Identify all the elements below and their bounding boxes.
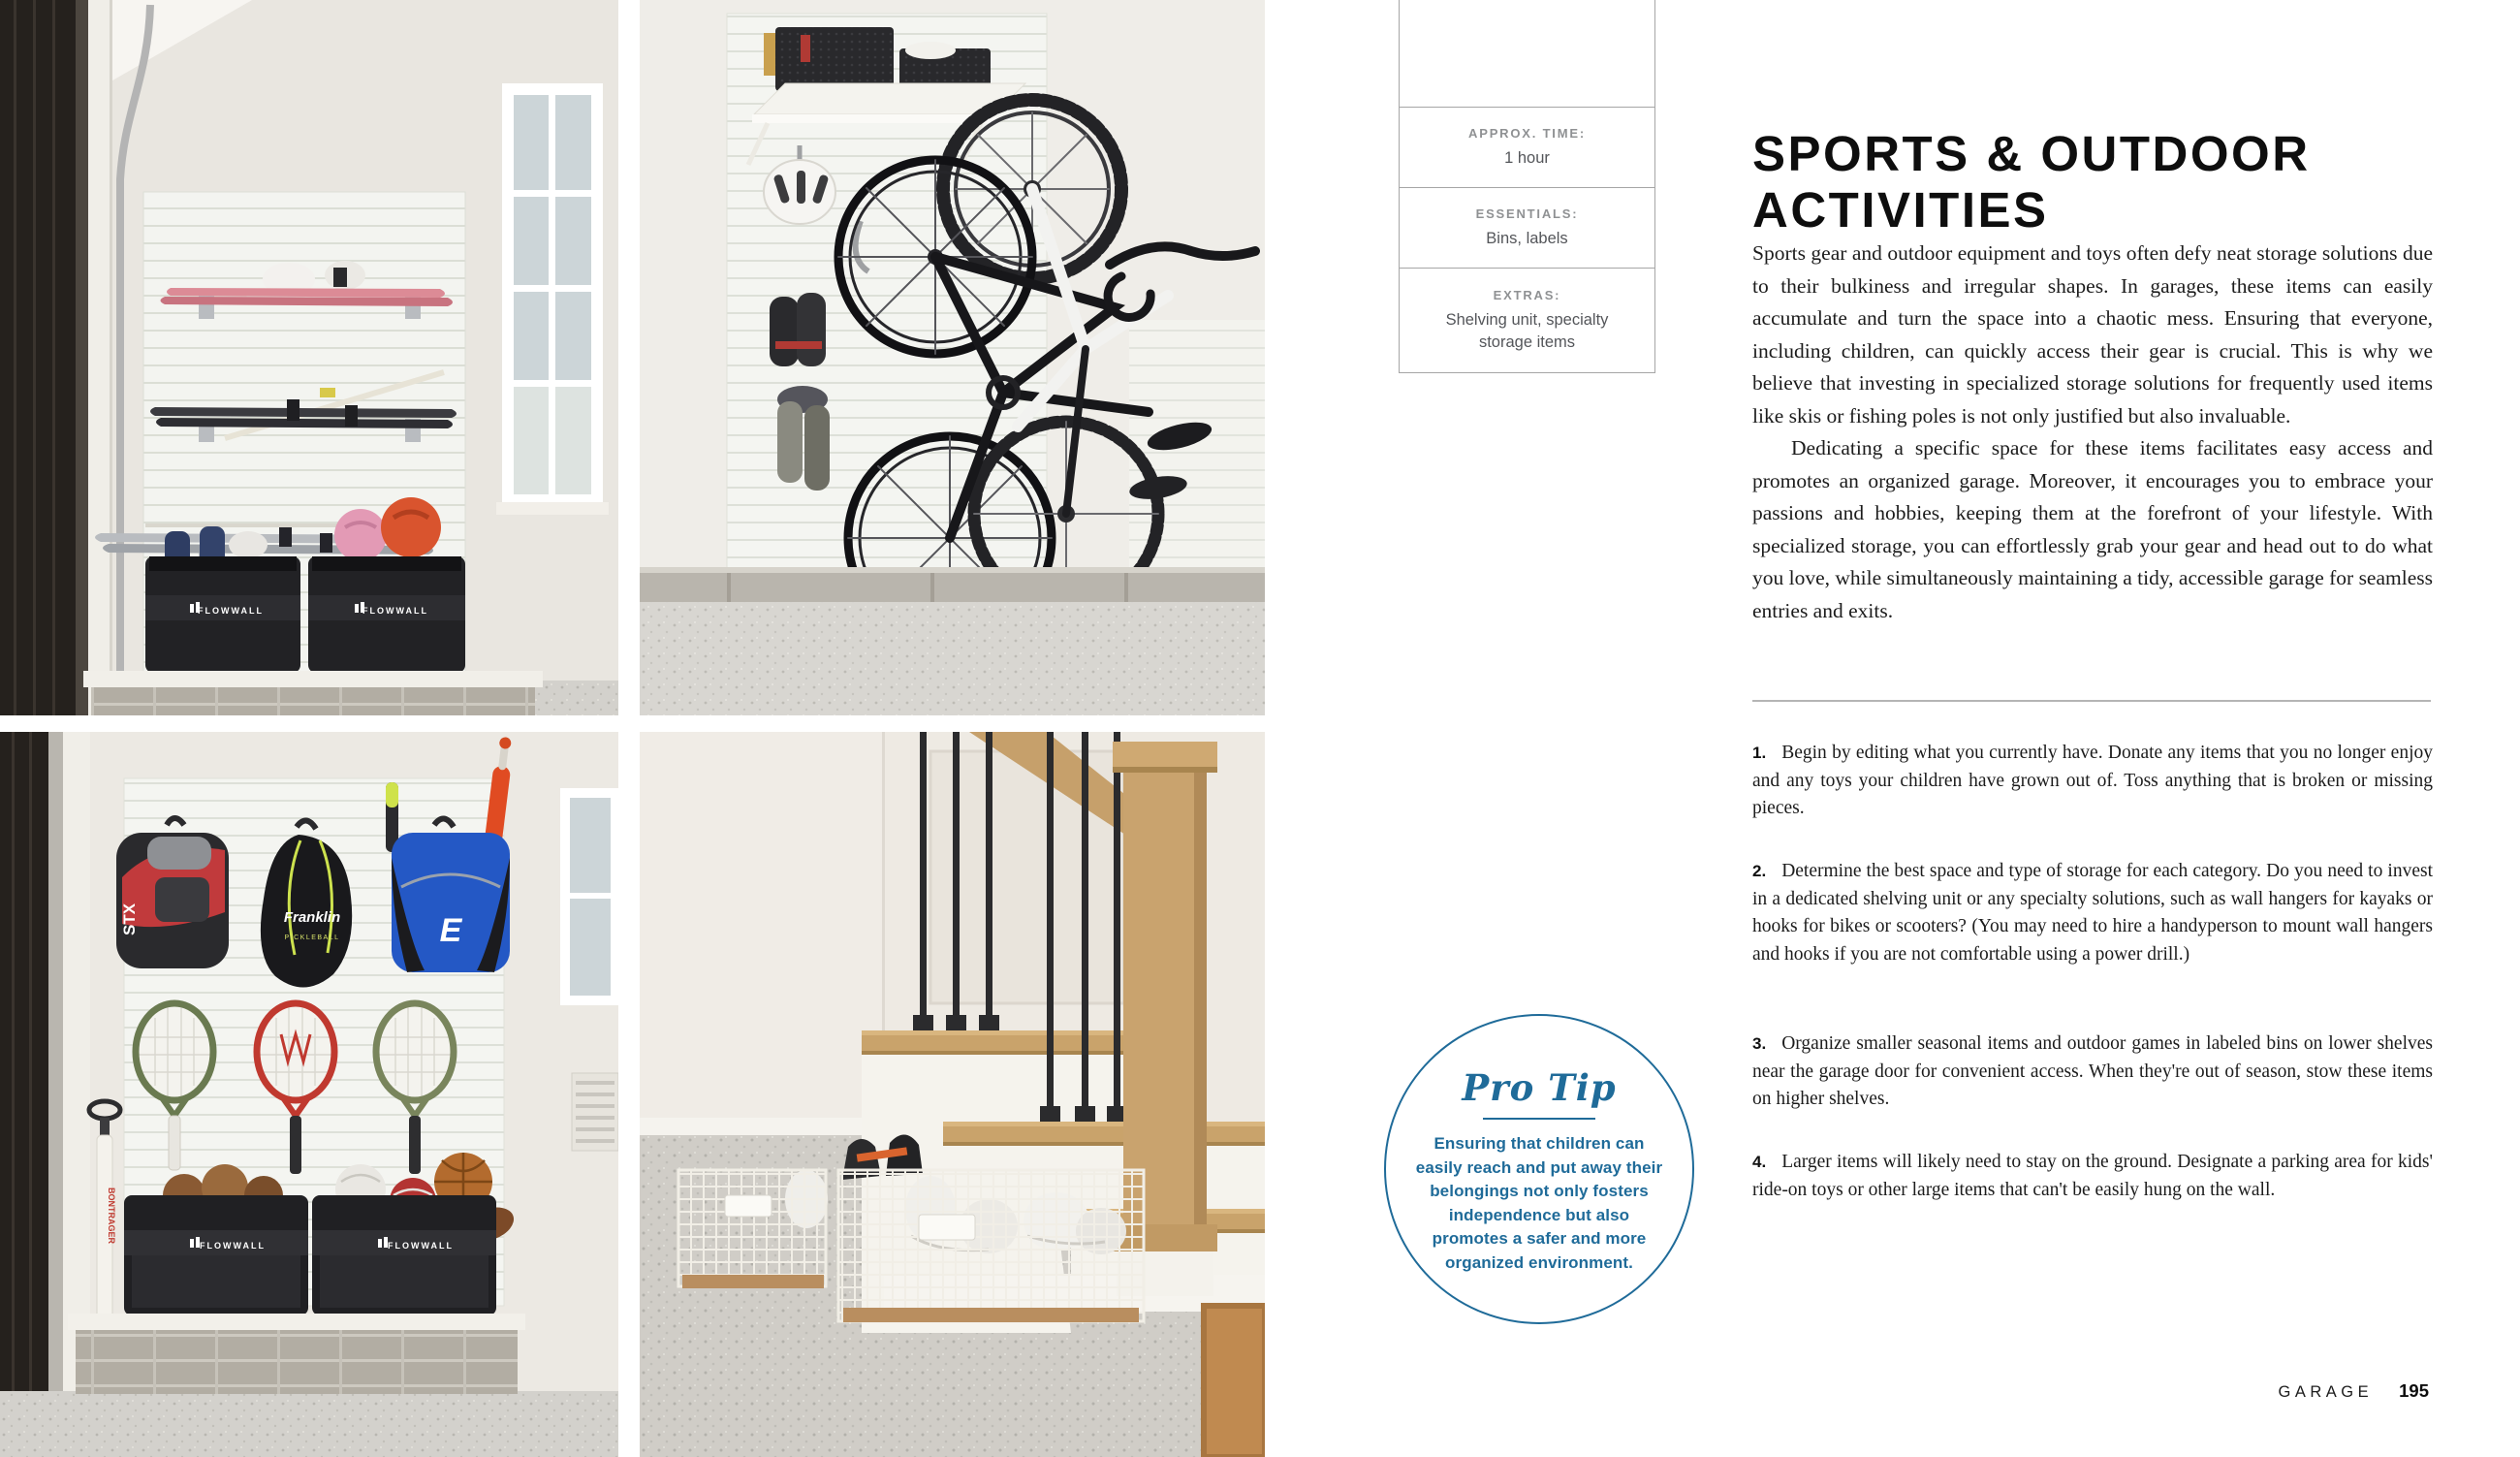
paragraph-2: Dedicating a specific space for these items facilitates easy access and promotes an organized garage. Moreover, it encourages you to embrace your passions and hobbies, keeping them at the forefront of your lifestyle. With specialized storage, you can effortlessly grab your gear and head out to do what you love, while simultaneously maintaining a tidy, accessible garage for seamless entries and exits. xyxy=(1752,436,2433,622)
concrete-step xyxy=(83,671,543,715)
footer-section: GARAGE xyxy=(2278,1383,2374,1401)
pro-tip-heading: Pro Tip xyxy=(1462,1066,1617,1109)
pro-tip-body: Ensuring that children can easily reach and put away their belongings not only fosters independence but also promotes a safer and more organized environment. xyxy=(1415,1134,1663,1272)
step-3-number: 3. xyxy=(1752,1034,1767,1053)
basket-label xyxy=(725,1195,772,1217)
svg-text:Franklin: Franklin xyxy=(283,909,341,926)
step-4-number: 4. xyxy=(1752,1153,1767,1171)
svg-text:PICKLEBALL: PICKLEBALL xyxy=(284,934,340,941)
info-approx-time xyxy=(1400,107,1654,187)
approx-time-label: APPROX. TIME: xyxy=(1468,125,1586,141)
basket-label xyxy=(919,1215,975,1240)
step-1 xyxy=(1752,740,2433,823)
paragraph-1: Sports gear and outdoor equipment and toys often defy neat storage solutions due to their bulkiness and irregular shapes. In garages, these items can easily accumulate and turn the space into a chaotic mess. Ensuring that everyone, including children, can quickly access their gear is crucial. This is why we believe that investing in specialized storage solutions for frequently used items like skis or fishing poles is not only justified but also invaluable. xyxy=(1752,241,2433,428)
svg-text:FLOWWALL: FLOWWALL xyxy=(388,1241,454,1251)
title-line-2: ACTIVITIES xyxy=(1752,182,2049,238)
recipe-info-box xyxy=(1399,0,1655,373)
step-2-text: Determine the best space and type of storage for each category. Do you need to invest in a dedicated shelving unit or any specialty solutions, such as wall hangers for kayaks or hooks for bikes or scooters? (You may need to hire a handyperson to mount wall hangers and hooks if you are not comfortable using a power drill.) xyxy=(1752,861,2433,965)
photo-sports-wall xyxy=(0,732,618,1457)
step-2-number: 2. xyxy=(1752,862,1767,880)
approx-time-value: 1 hour xyxy=(1504,148,1550,167)
essentials-value: Bins, labels xyxy=(1486,229,1568,247)
wire-basket-skates xyxy=(838,1170,1144,1322)
backpack-stx xyxy=(116,818,229,968)
title-line-1: SPORTS & OUTDOOR xyxy=(1752,126,2311,182)
svg-text:BONTRAGER: BONTRAGER xyxy=(107,1188,116,1244)
step-3 xyxy=(1752,1030,2433,1114)
window xyxy=(560,788,618,1005)
floor xyxy=(0,1391,618,1457)
pro-tip-underline xyxy=(1483,1118,1595,1120)
step-4-text: Larger items will likely need to stay on the ground. Designate a parking area for kids' ride-on toys or other large items that can't be easily hung on the wall. xyxy=(1752,1152,2433,1200)
extras-label: EXTRAS: xyxy=(1493,287,1561,302)
info-box-empty-cell xyxy=(1400,0,1654,107)
footer-page-number: 195 xyxy=(2399,1380,2429,1401)
step-2 xyxy=(1752,858,2433,968)
cycling-shoes-black xyxy=(770,293,826,366)
svg-text:FLOWWALL: FLOWWALL xyxy=(200,1241,266,1251)
garage-door-edge xyxy=(0,0,112,715)
photo-stair-baskets xyxy=(640,732,1265,1457)
wall-vent xyxy=(572,1073,618,1151)
extras-value: Shelving unit, specialty storage items xyxy=(1445,310,1609,351)
essentials-label: ESSENTIALS: xyxy=(1475,206,1579,221)
svg-text:STX: STX xyxy=(120,903,139,935)
concrete-step xyxy=(68,1314,525,1394)
page-title xyxy=(1752,126,2489,238)
window xyxy=(496,83,609,515)
info-essentials xyxy=(1400,187,1654,268)
intro-paragraphs xyxy=(1752,238,2433,627)
info-extras xyxy=(1400,268,1654,372)
baseboard-and-floor xyxy=(640,567,1265,715)
page-footer xyxy=(2220,1380,2429,1402)
photo-ski-wall xyxy=(0,0,618,715)
step-1-text: Begin by editing what you currently have. Donate any items that you no longer enjoy and any toys your children have grown out of. Toss anything that is broken or missing pieces. xyxy=(1752,743,2433,818)
floor xyxy=(531,681,618,715)
svg-text:FLOWWALL: FLOWWALL xyxy=(198,606,264,616)
step-1-number: 1. xyxy=(1752,744,1767,762)
doormat xyxy=(1204,1306,1265,1457)
section-divider xyxy=(1752,700,2431,702)
pro-tip-circle xyxy=(1384,1014,1694,1324)
svg-text:E: E xyxy=(439,912,462,949)
step-3-text: Organize smaller seasonal items and outdoor games in labeled bins on lower shelves near the garage door for convenient access. When they're out of season, stow these items on higher shelves. xyxy=(1752,1033,2433,1109)
photo-bike-wall xyxy=(640,0,1265,715)
svg-text:FLOWWALL: FLOWWALL xyxy=(362,606,428,616)
step-4 xyxy=(1752,1149,2433,1204)
